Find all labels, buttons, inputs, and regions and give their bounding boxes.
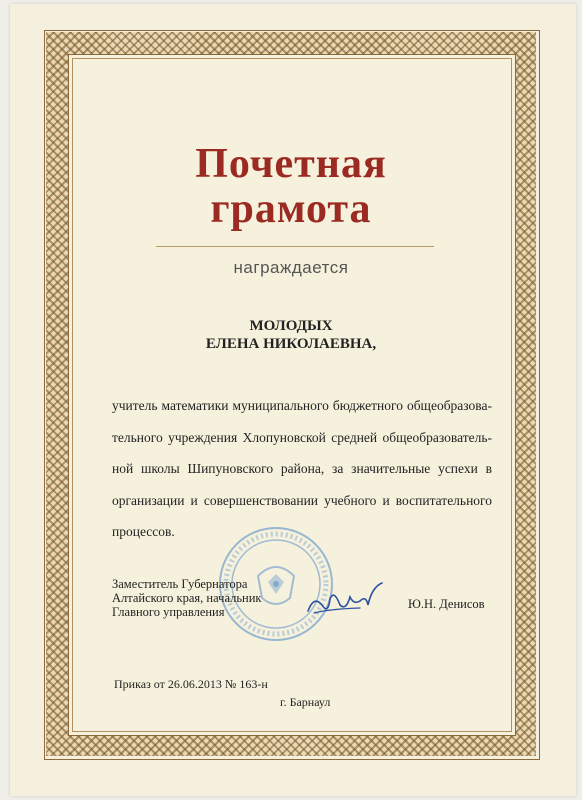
recipient-name: ЕЛЕНА НИКОЛАЕВНА, <box>205 336 377 352</box>
order-reference: Приказ от 26.06.2013 № 163-н <box>114 677 268 691</box>
signatory-title-line: Алтайского края, начальник <box>112 591 262 605</box>
award-text-line: процессов. <box>112 524 175 539</box>
signatory-title-line: Главного управления <box>112 605 225 619</box>
issue-city: г. Барнаул <box>280 695 331 709</box>
title-line-2: грамота <box>210 186 372 232</box>
award-text-line: ной школы Шипуновского района, за значительные успехи в <box>112 461 492 476</box>
award-text-line: учитель математики муниципального бюджетного общеобразова- <box>112 398 492 413</box>
recipient-surname: МОЛОДЫХ <box>249 318 333 334</box>
title-line-1: Почетная <box>195 141 387 187</box>
awarded-caption: награждается <box>233 258 349 277</box>
signatory-title <box>112 577 262 619</box>
title-divider <box>156 246 434 247</box>
signatory-name: Ю.Н. Денисов <box>408 597 485 611</box>
signatory-title-line: Заместитель Губернатора <box>112 577 248 591</box>
award-text-line: организации и совершенствовании учебного и воспитательного <box>112 492 492 508</box>
award-text-line: тельного учреждения Хлопуновской средней общеобразователь- <box>112 429 492 445</box>
handwritten-signature-icon <box>300 575 390 620</box>
